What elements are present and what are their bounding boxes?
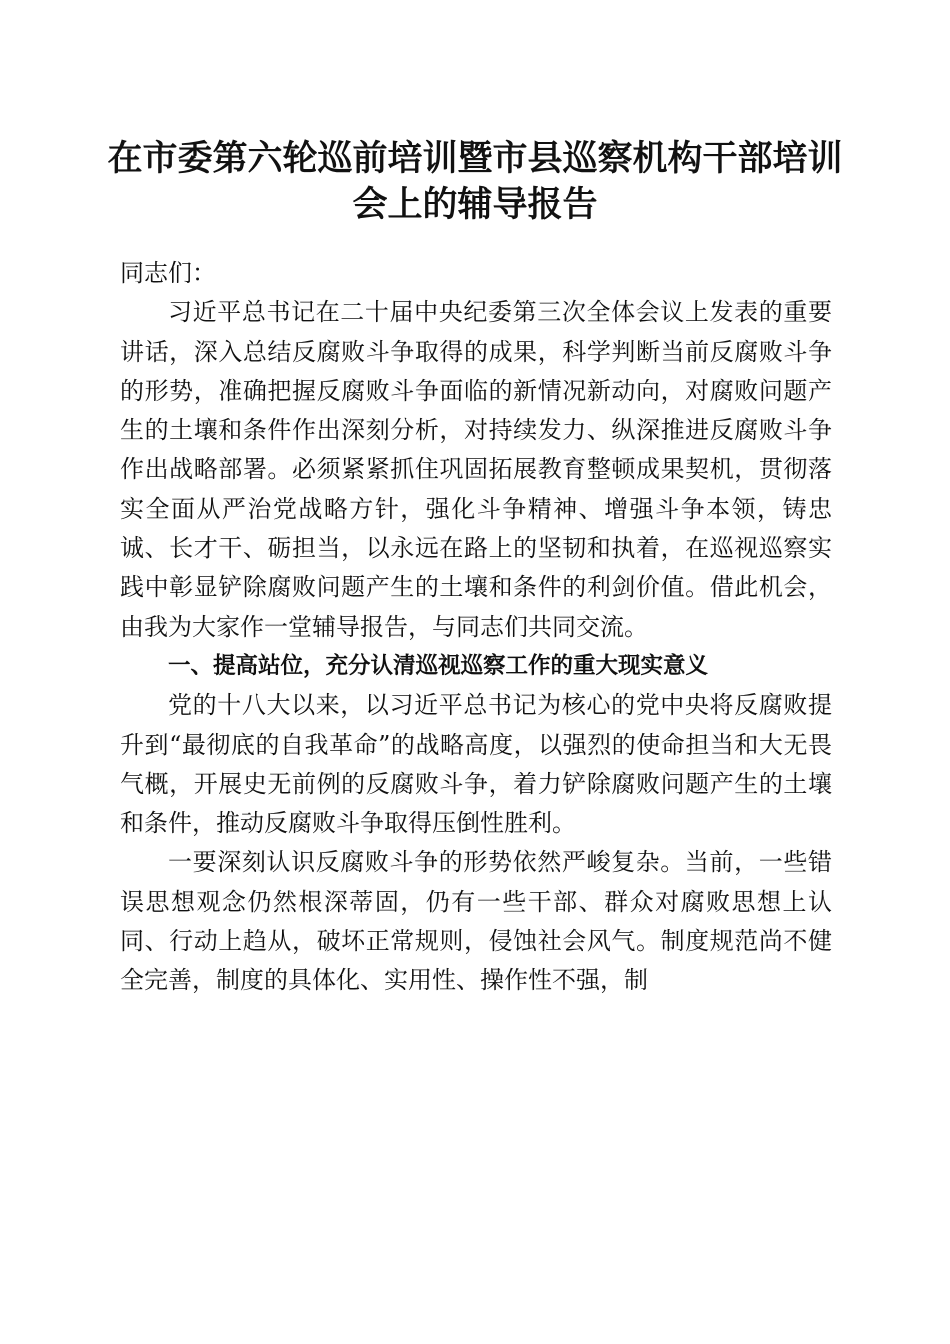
section-heading-1: 一、提高站位，充分认清巡视巡察工作的重大现实意义 bbox=[168, 652, 709, 679]
intro-paragraph: 习近平总书记在二十届中央纪委第三次全体会议上发表的重要讲话，深入总结反腐败斗争取得的成果，科学判断当前反腐败斗争的形势，准确把握反腐败斗争面临的新情况新动向，对腐败问题产生的土壤和条件作出深刻分析，对持续发力、纵深推进反腐败斗争作出战略部署。必须紧紧抓住巩固拓展教育整顿成果契机，贯彻落实全面从严治党战略方针，强化斗争精神、增强斗争本领，铸忠诚、长才干、砺担当，以永远在路上的坚韧和执着，在巡视巡察实践中彰显铲除腐败问题产生的土壤和条件的利剑价值。借此机会，由我为大家作一堂辅导报告，与同志们共同交流。 bbox=[120, 298, 832, 641]
section1-paragraph-1: 党的十八大以来，以习近平总书记为核心的党中央将反腐败提升到“最彻底的自我革命”的战略高度，以强烈的使命担当和大无畏气概，开展史无前例的反腐败斗争，着力铲除腐败问题产生的土壤和条件，推动反腐败斗争取得压倒性胜利。 bbox=[120, 691, 832, 838]
salutation: 同志们： bbox=[120, 259, 216, 287]
document-title: 在市委第六轮巡前培训暨市县巡察机构干部培训会上的辅导报告 bbox=[107, 138, 843, 225]
section1-paragraph-2: 一要深刻认识反腐败斗争的形势依然严峻复杂。当前，一些错误思想观念仍然根深蒂固，仍有一些干部、群众对腐败思想上认同、行动上趋从，破坏正常规则，侵蚀社会风气。制度规范尚不健全完善，制度的具体化、实用性、操作性不强，制 bbox=[120, 848, 832, 995]
document-body bbox=[120, 254, 832, 1001]
